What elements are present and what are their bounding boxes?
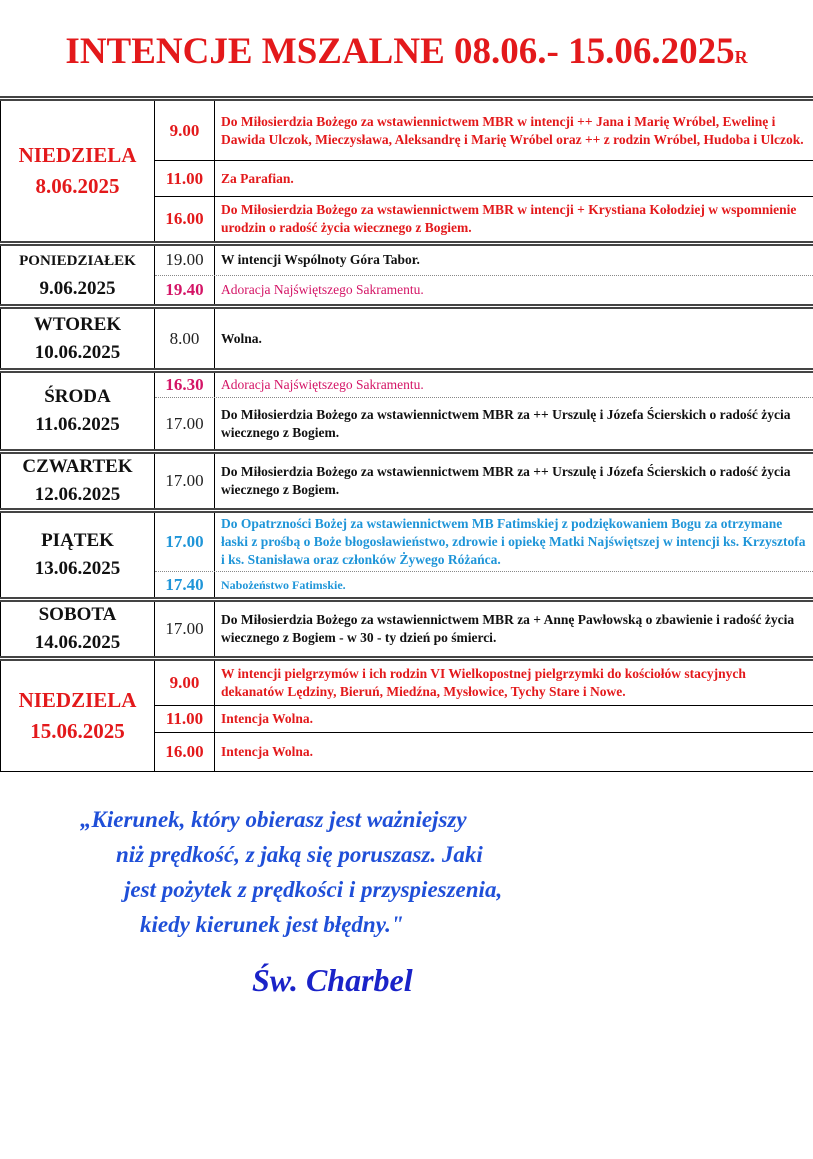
mass-list	[155, 246, 813, 304]
mass-intention: Adoracja Najświętszego Sakramentu.	[221, 281, 424, 297]
mass-list	[155, 309, 813, 368]
quote-line: „Kierunek, który obierasz jest ważniejszy	[80, 807, 467, 832]
mass-intention: Nabożeństwo Fatimskie.	[221, 577, 346, 592]
mass-intention: Do Miłosierdzia Bożego za wstawiennictwem MBR w intencji ++ Jana i Marię Wróbel, Ewelinę i Dawida Ulczok, Mieczysława, Aleksandrę i Marię Wróbel oraz ++ z rodzin Wróbel, Hudoba i Ulczok.	[221, 113, 804, 147]
mass-list	[155, 661, 813, 771]
mass-time: 16.00	[155, 733, 215, 771]
mass-time: 17.00	[155, 602, 215, 656]
mass-row	[155, 309, 813, 368]
mass-list	[155, 513, 813, 597]
mass-intention: Intencja Wolna.	[221, 711, 314, 726]
mass-row	[155, 706, 813, 733]
mass-time: 17.40	[155, 572, 215, 597]
day-date: 11.06.2025	[35, 414, 120, 435]
mass-intention: Do Miłosierdzia Bożego za wstawiennictwem MBR w intencji + Krystiana Kołodziej w wspomnienie urodzin o radość życia wiecznego z Bogiem.	[221, 202, 797, 235]
mass-intention: Do Opatrzności Bożej za wstawiennictwem MB Fatimskiej z podziękowaniem Bogu za otrzymane łaski z prośbą o Boże błogosławieństwo, zdrowie i opiekę Matki Najświętszej w intencji ks. Krzysztofa i ks. Stanisława oraz członków Żywego Różańca.	[221, 516, 806, 567]
day-date: 15.06.2025	[30, 719, 125, 743]
quote-author: Św. Charbel	[252, 962, 413, 998]
day-name: WTOREK	[33, 313, 122, 335]
quote-line: kiedy kierunek jest błędny."	[140, 912, 404, 937]
quote-line: niż prędkość, z jaką się poruszasz. Jaki	[116, 842, 483, 867]
mass-time: 9.00	[155, 101, 215, 160]
mass-intention: Intencja Wolna.	[221, 744, 314, 759]
mass-row	[155, 101, 813, 161]
schedule-table	[0, 96, 813, 772]
day-date: 12.06.2025	[34, 484, 121, 505]
mass-row	[155, 161, 813, 197]
mass-time: 19.40	[155, 276, 215, 305]
mass-intention: Wolna.	[221, 330, 262, 346]
mass-intention: W intencji Wspólnoty Góra Tabor.	[221, 252, 420, 268]
mass-time: 16.30	[155, 373, 215, 397]
day-name: PONIEDZIAŁEK	[19, 253, 136, 269]
mass-list	[155, 373, 813, 449]
mass-time: 11.00	[155, 161, 215, 196]
day-row	[0, 661, 813, 772]
mass-intention: Do Miłosierdzia Bożego za wstawiennictwem MBR za + Annę Pawłowską o zbawienie i radość życia wiecznego z Bogiem - w 30 - ty dzień po śmierci.	[221, 612, 795, 645]
day-date: 10.06.2025	[34, 341, 121, 363]
day-date: 9.06.2025	[39, 278, 116, 299]
page-title: INTENCJE MSZALNE 08.06.- 15.06.2025R	[65, 31, 748, 72]
mass-list	[155, 602, 813, 656]
mass-row	[155, 276, 813, 305]
day-cell	[0, 101, 155, 241]
mass-time: 17.00	[155, 454, 215, 508]
day-name: NIEDZIELA	[18, 688, 137, 712]
mass-time: 17.00	[155, 513, 215, 571]
mass-row	[155, 513, 813, 572]
day-name: ŚRODA	[44, 386, 111, 407]
day-name: NIEDZIELA	[18, 143, 137, 167]
day-date: 13.06.2025	[34, 558, 121, 579]
day-date: 14.06.2025	[34, 632, 121, 653]
mass-time: 9.00	[155, 661, 215, 705]
mass-row	[155, 602, 813, 656]
day-cell	[0, 246, 155, 304]
day-row	[0, 101, 813, 246]
mass-time: 19.00	[155, 246, 215, 275]
mass-time: 16.00	[155, 197, 215, 241]
day-name: SOBOTA	[38, 604, 117, 625]
mass-intention: Do Miłosierdzia Bożego za wstawiennictwem MBR za ++ Urszulę i Józefa Ścierskich o radość życia wiecznego z Bogiem.	[221, 464, 791, 497]
mass-row	[155, 572, 813, 597]
mass-row	[155, 246, 813, 276]
day-cell	[0, 309, 155, 368]
mass-intention: Do Miłosierdzia Bożego za wstawiennictwem MBR za ++ Urszulę i Józefa Ścierskich o radość życia wiecznego z Bogiem.	[221, 406, 791, 440]
day-row	[0, 513, 813, 602]
day-row	[0, 602, 813, 661]
day-cell	[0, 373, 155, 449]
quote	[70, 802, 670, 942]
day-row	[0, 454, 813, 513]
mass-list	[155, 454, 813, 508]
day-cell	[0, 661, 155, 771]
mass-row	[155, 733, 813, 771]
day-row	[0, 246, 813, 309]
mass-row	[155, 398, 813, 449]
mass-row	[155, 197, 813, 241]
mass-time: 11.00	[155, 706, 215, 732]
mass-intention: W intencji pielgrzymów i ich rodzin VI Wielkopostnej pielgrzymki do kościołów stacyjnych dekanatów Lędziny, Bieruń, Miedźna, Mysłowice, Tychy Stare i Nowe.	[221, 666, 746, 699]
mass-intention: Adoracja Najświętszego Sakramentu.	[221, 377, 424, 392]
mass-list	[155, 101, 813, 241]
mass-intention: Za Parafian.	[221, 170, 294, 186]
mass-time: 8.00	[155, 309, 215, 368]
day-name: CZWARTEK	[22, 456, 133, 477]
mass-row	[155, 454, 813, 508]
day-date: 8.06.2025	[35, 174, 120, 198]
day-name: PIĄTEK	[41, 530, 114, 551]
day-cell	[0, 454, 155, 508]
day-row	[0, 373, 813, 454]
mass-row	[155, 373, 813, 398]
quote-line: jest pożytek z prędkości i przyspieszenia,	[124, 877, 503, 902]
mass-time: 17.00	[155, 398, 215, 449]
day-row	[0, 309, 813, 373]
mass-row	[155, 661, 813, 706]
day-cell	[0, 513, 155, 597]
day-cell	[0, 602, 155, 656]
